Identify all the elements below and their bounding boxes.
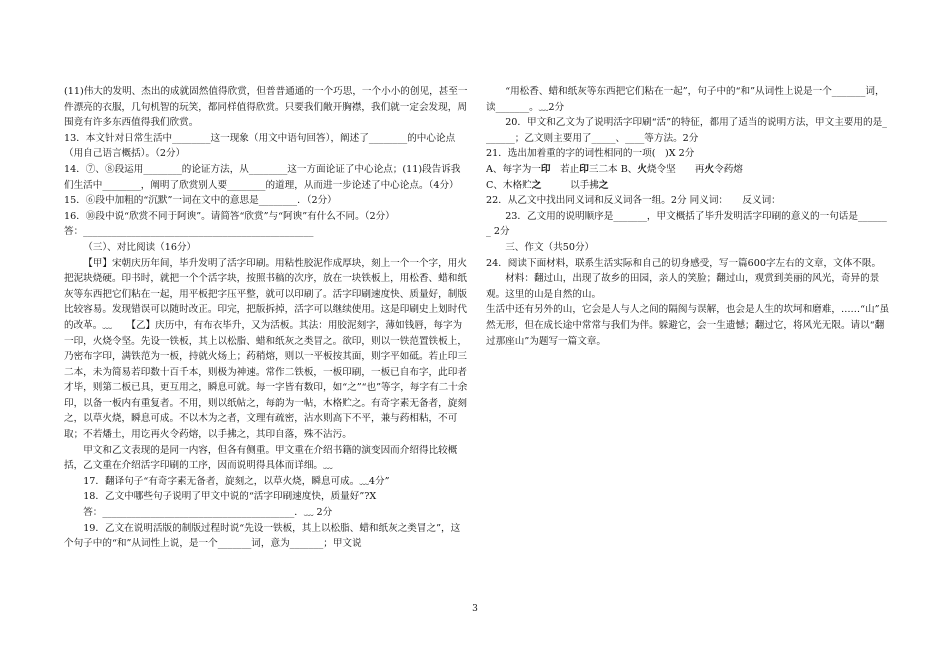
paragraph-11: (11)伟大的发明、杰出的成就固然值得欣赏，但普普通通的一个巧思，一个小小的创见，甚至一件漂亮的衣服，几句机智的玩笑，都同样值得欣赏。只要我们敞开胸襟，我们就一定会发现，周围竟有许多东西值得我们欣赏。 <box>64 86 468 129</box>
essay-section-heading: 三、作文（共50分） <box>505 241 595 253</box>
page-number: 3 <box>472 604 478 614</box>
question-13: 13．本文针对日常生活中________这一现象（用文中语句回答），阐述了________的中心论点（用自己语言概括）。（2分） <box>64 132 456 160</box>
question-21: 21．选出加着重的字的词性相同的一项( )Ⅹ 2分 <box>486 148 695 160</box>
right-column <box>486 84 890 349</box>
question-23: 23．乙文用的说明顺序是_______，甲文概括了毕升发明活字印刷的意义的一句话是_______ 2分 <box>486 210 887 238</box>
question-18: 18．乙文中哪些句子说明了甲文中说的“活字印刷速度快，质量好”?Ⅹ <box>83 491 377 503</box>
material-paragraph-1: 材料：翻过山，出现了故乡的田园，亲人的笑脸；翻过山，观赏到美丽的风光，奇异的景观。这里的山是自然的山。 <box>486 273 880 300</box>
question-16: 16．⑩段中说“欣赏不同于阿谀”。请简答“欣赏”与“阿谀”有什么不同。（2分） <box>64 210 395 222</box>
question-15: 15．⑥段中加粗的“沉默”一词在文中的意思是________．（2分） <box>64 195 337 207</box>
question-19-continued: “用松香、蜡和纸灰等东西把它们粘在一起”，句子中的“和”从词性上说是一个_______词，读_______。﹏2分 <box>486 86 885 113</box>
question-18-answer-line: 答：________________________________________．﹏ 2分 <box>83 507 333 519</box>
comparison-paragraph: 甲文和乙文表现的是同一内容，但各有侧重。甲文重在介绍书籍的演变因而介绍得比较概括，乙文重在介绍活字印刷的工序，因而说明得具体而详细。﹏ <box>64 444 458 472</box>
question-16-answer-line: 答：________________________________________________ <box>64 226 314 238</box>
question-21-options-ab: A、每字为一印 若止印三二本 B、火烧令坚 再火令药熔 <box>486 163 743 175</box>
question-22: 22．从乙文中找出同义词和反义词各一组。2分 同义词： 反义词： <box>486 195 781 207</box>
question-14: 14．⑦、⑧段运用________的论证方法，从________这一方面论证了中心论点；(11)段告诉我们生活中________，阐明了欣赏别人要________的道理，从而进一步论述了中心论点。（4分） <box>64 163 461 191</box>
left-column <box>64 84 468 552</box>
question-19: 19．乙文在说明活版的制版过程时说“先设一铁板，其上以松脂、蜡和纸灰之类冒之”，这个句子中的“和”从词性上说，是一个_______词，意为_______；甲文说 <box>64 522 461 550</box>
question-20: 20．甲文和乙文为了说明活字印刷“活”的特征，都用了适当的说明方法，甲文主要用的是_______；乙文则主要用了_____、____等方法。2分 <box>486 117 887 144</box>
question-21-option-c: C、木格贮之 以手拂之 <box>486 179 609 191</box>
section-3-heading: （三）、对比阅读（16分） <box>83 241 197 253</box>
question-17: 17．翻译句子“有奇字素无备者，旋刻之，以草火烧，瞬息可成。﹏4分” <box>83 475 390 487</box>
passage-jia-yi: 【甲】宋朝庆历年间，毕升发明了活字印刷。用粘性胶泥作成厚块，刻上一个一个字，用火把泥块烧硬。印书时，就把一个个活字块，按照书稿的次序，放在一块铁板上，用松香、蜡和纸灰等东西把它们粘在一起，用平板把字压平整，就可以印刷了。活字印刷速度快、质量好，制版比较容易。发现错误可以随时改正。印完，把版拆掉，活字可以继续使用。这是印刷史上划时代的改革。﹏ 【乙】庆历中，有布衣毕升，又为活板。其法：用胶泥刻字，薄如钱唇，每字为一印，火烧令坚。先设一铁板，其上以松脂、蜡和纸灰之类冒之。欲印，则以一铁范置铁板上，乃密布字印，满铁范为一板，持就火炀上；药稍熔，则以一平板按其面，则字平如砥。若止印三二本，未为简易若印数十百千本，则极为神速。常作二铁板，一板印刷，一板已自布字，此印者才毕，则第二板已具，更互用之，瞬息可就。每一字皆有数印，如“之”“也”等字，每字有二十余印，以备一板内有重复者。不用，则以纸帖之，每韵为一帖，木格贮之。有奇字素无备者，旋刻之，以草火烧，瞬息可成。不以木为之者，文理有疏密，沾水则高下不平，兼与药相粘，不可取；不若燔土，用讫再火令药熔，以手拂之，其印自落，殊不沾污。 <box>64 257 468 441</box>
question-24: 24．阅读下面材料，联系生活实际和自己的切身感受，写一篇600字左右的文章，文体不限。 <box>486 257 882 269</box>
material-paragraph-2: 生活中还有另外的山，它会是人与人之间的隔阂与误解，也会是人生的坎坷和磨难，……“山”虽然无形，但在成长途中常常与我们为伴。躲避它，会一生遗憾；翻过它，将风光无限。请以“翻过那座山”为题写一篇文章。 <box>486 304 890 347</box>
